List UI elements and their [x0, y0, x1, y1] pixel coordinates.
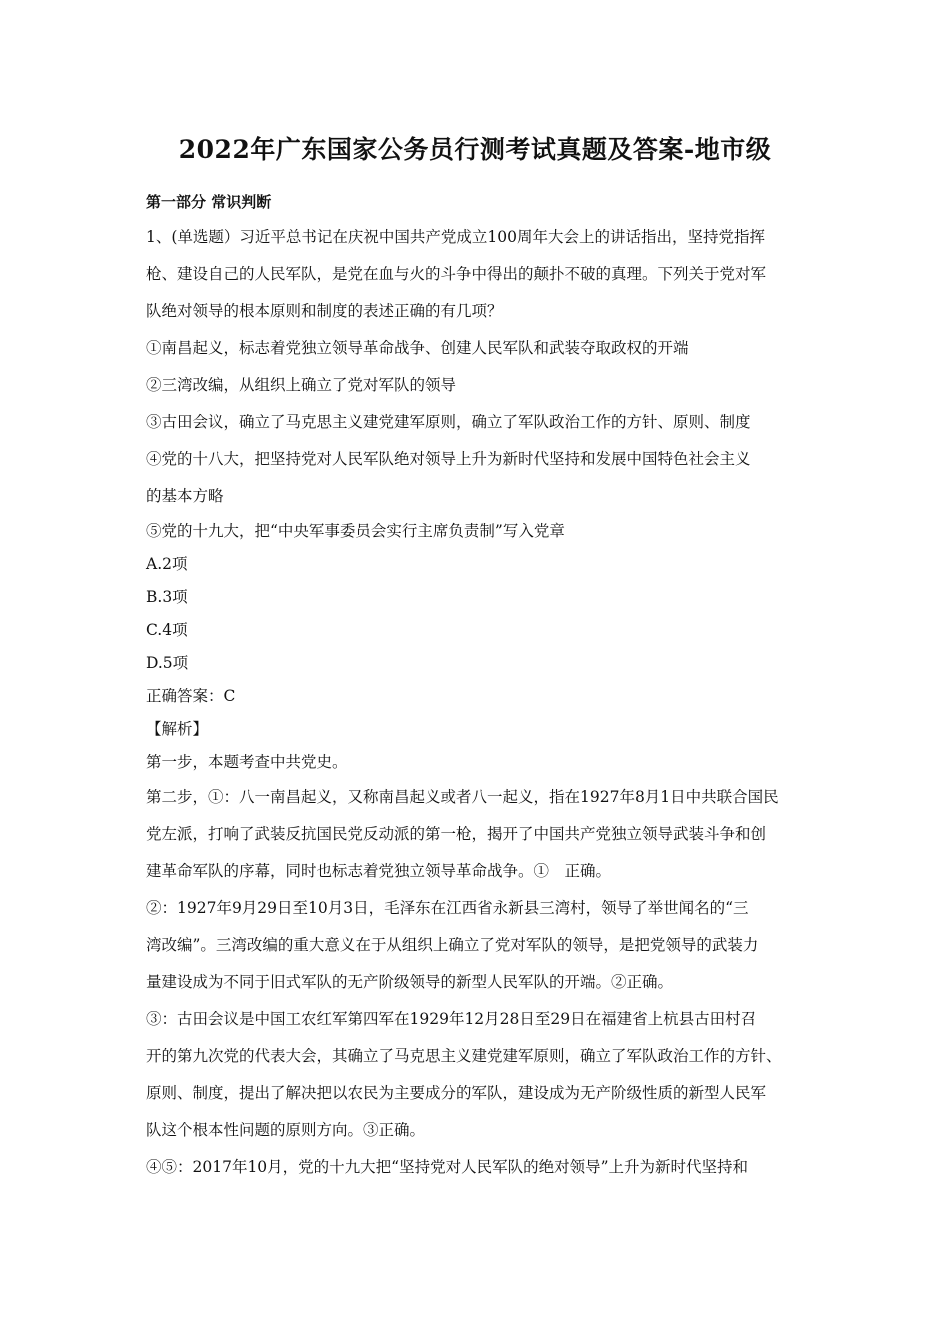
- option-c: C.4项: [146, 621, 188, 639]
- statement-line: ③古田会议，确立了马克思主义建党建军原则，确立了军队政治工作的方针、原则、制度: [146, 413, 751, 431]
- analysis-line: 量建设成为不同于旧式军队的无产阶级领导的新型人民军队的开端。②正确。: [146, 973, 674, 991]
- question-stem-line: 队绝对领导的根本原则和制度的表述正确的有几项？: [146, 302, 503, 320]
- option-a: A.2项: [146, 555, 188, 573]
- analysis-line: ④⑤：2017年10月，党的十九大把“坚持党对人民军队的绝对领导”上升为新时代坚持和: [146, 1158, 749, 1176]
- statement-line: ①南昌起义，标志着党独立领导革命战争、创建人民军队和武装夺取政权的开端: [146, 339, 689, 357]
- question-stem-line: 枪、建设自己的人民军队，是党在血与火的斗争中得出的颠扑不破的真理。下列关于党对军: [146, 265, 767, 283]
- analysis-line: 原则、制度，提出了解决把以农民为主要成分的军队，建设成为无产阶级性质的新型人民军: [146, 1084, 767, 1102]
- statement-line: ④党的十八大，把坚持党对人民军队绝对领导上升为新时代坚持和发展中国特色社会主义: [146, 450, 751, 468]
- question-stem-line: 1、(单选题）习近平总书记在庆祝中国共产党成立100周年大会上的讲话指出，坚持党指挥: [146, 228, 765, 246]
- analysis-line: 建革命军队的序幕，同时也标志着党独立领导革命战争。① 正确。: [146, 862, 612, 880]
- analysis-line: 开的第九次党的代表大会，其确立了马克思主义建党建军原则，确立了军队政治工作的方针、: [146, 1047, 782, 1065]
- statement-line: 的基本方略: [146, 487, 224, 505]
- option-d: D.5项: [146, 654, 189, 672]
- option-b: B.3项: [146, 588, 188, 606]
- analysis-line: 湾改编”。三湾改编的重大意义在于从组织上确立了党对军队的领导，是把党领导的武装力: [146, 936, 759, 954]
- analysis-line: 第一步，本题考查中共党史。: [146, 753, 348, 771]
- analysis-line: ③：古田会议是中国工农红军第四军在1929年12月28日至29日在福建省上杭县古田村召: [146, 1010, 757, 1028]
- analysis-line: 第二步，①：八一南昌起义，又称南昌起义或者八一起义，指在1927年8月1日中共联合国民: [146, 788, 779, 806]
- correct-answer: 正确答案：C: [146, 687, 236, 705]
- analysis-line: ②：1927年9月29日至10月3日，毛泽东在江西省永新县三湾村，领导了举世闻名的“三: [146, 899, 749, 917]
- analysis-line: 党左派，打响了武装反抗国民党反动派的第一枪，揭开了中国共产党独立领导武装斗争和创: [146, 825, 767, 843]
- document-title: 2022年广东国家公务员行测考试真题及答案-地市级: [178, 135, 772, 164]
- analysis-heading: 【解析】: [146, 720, 209, 738]
- section-heading: 第一部分 常识判断: [146, 193, 272, 211]
- statement-line: ②三湾改编，从组织上确立了党对军队的领导: [146, 376, 457, 394]
- document-body: [146, 219, 814, 1186]
- statement-line: ⑤党的十九大，把“中央军事委员会实行主席负责制”写入党章: [146, 522, 565, 540]
- analysis-line: 队这个根本性问题的原则方向。③正确。: [146, 1121, 426, 1139]
